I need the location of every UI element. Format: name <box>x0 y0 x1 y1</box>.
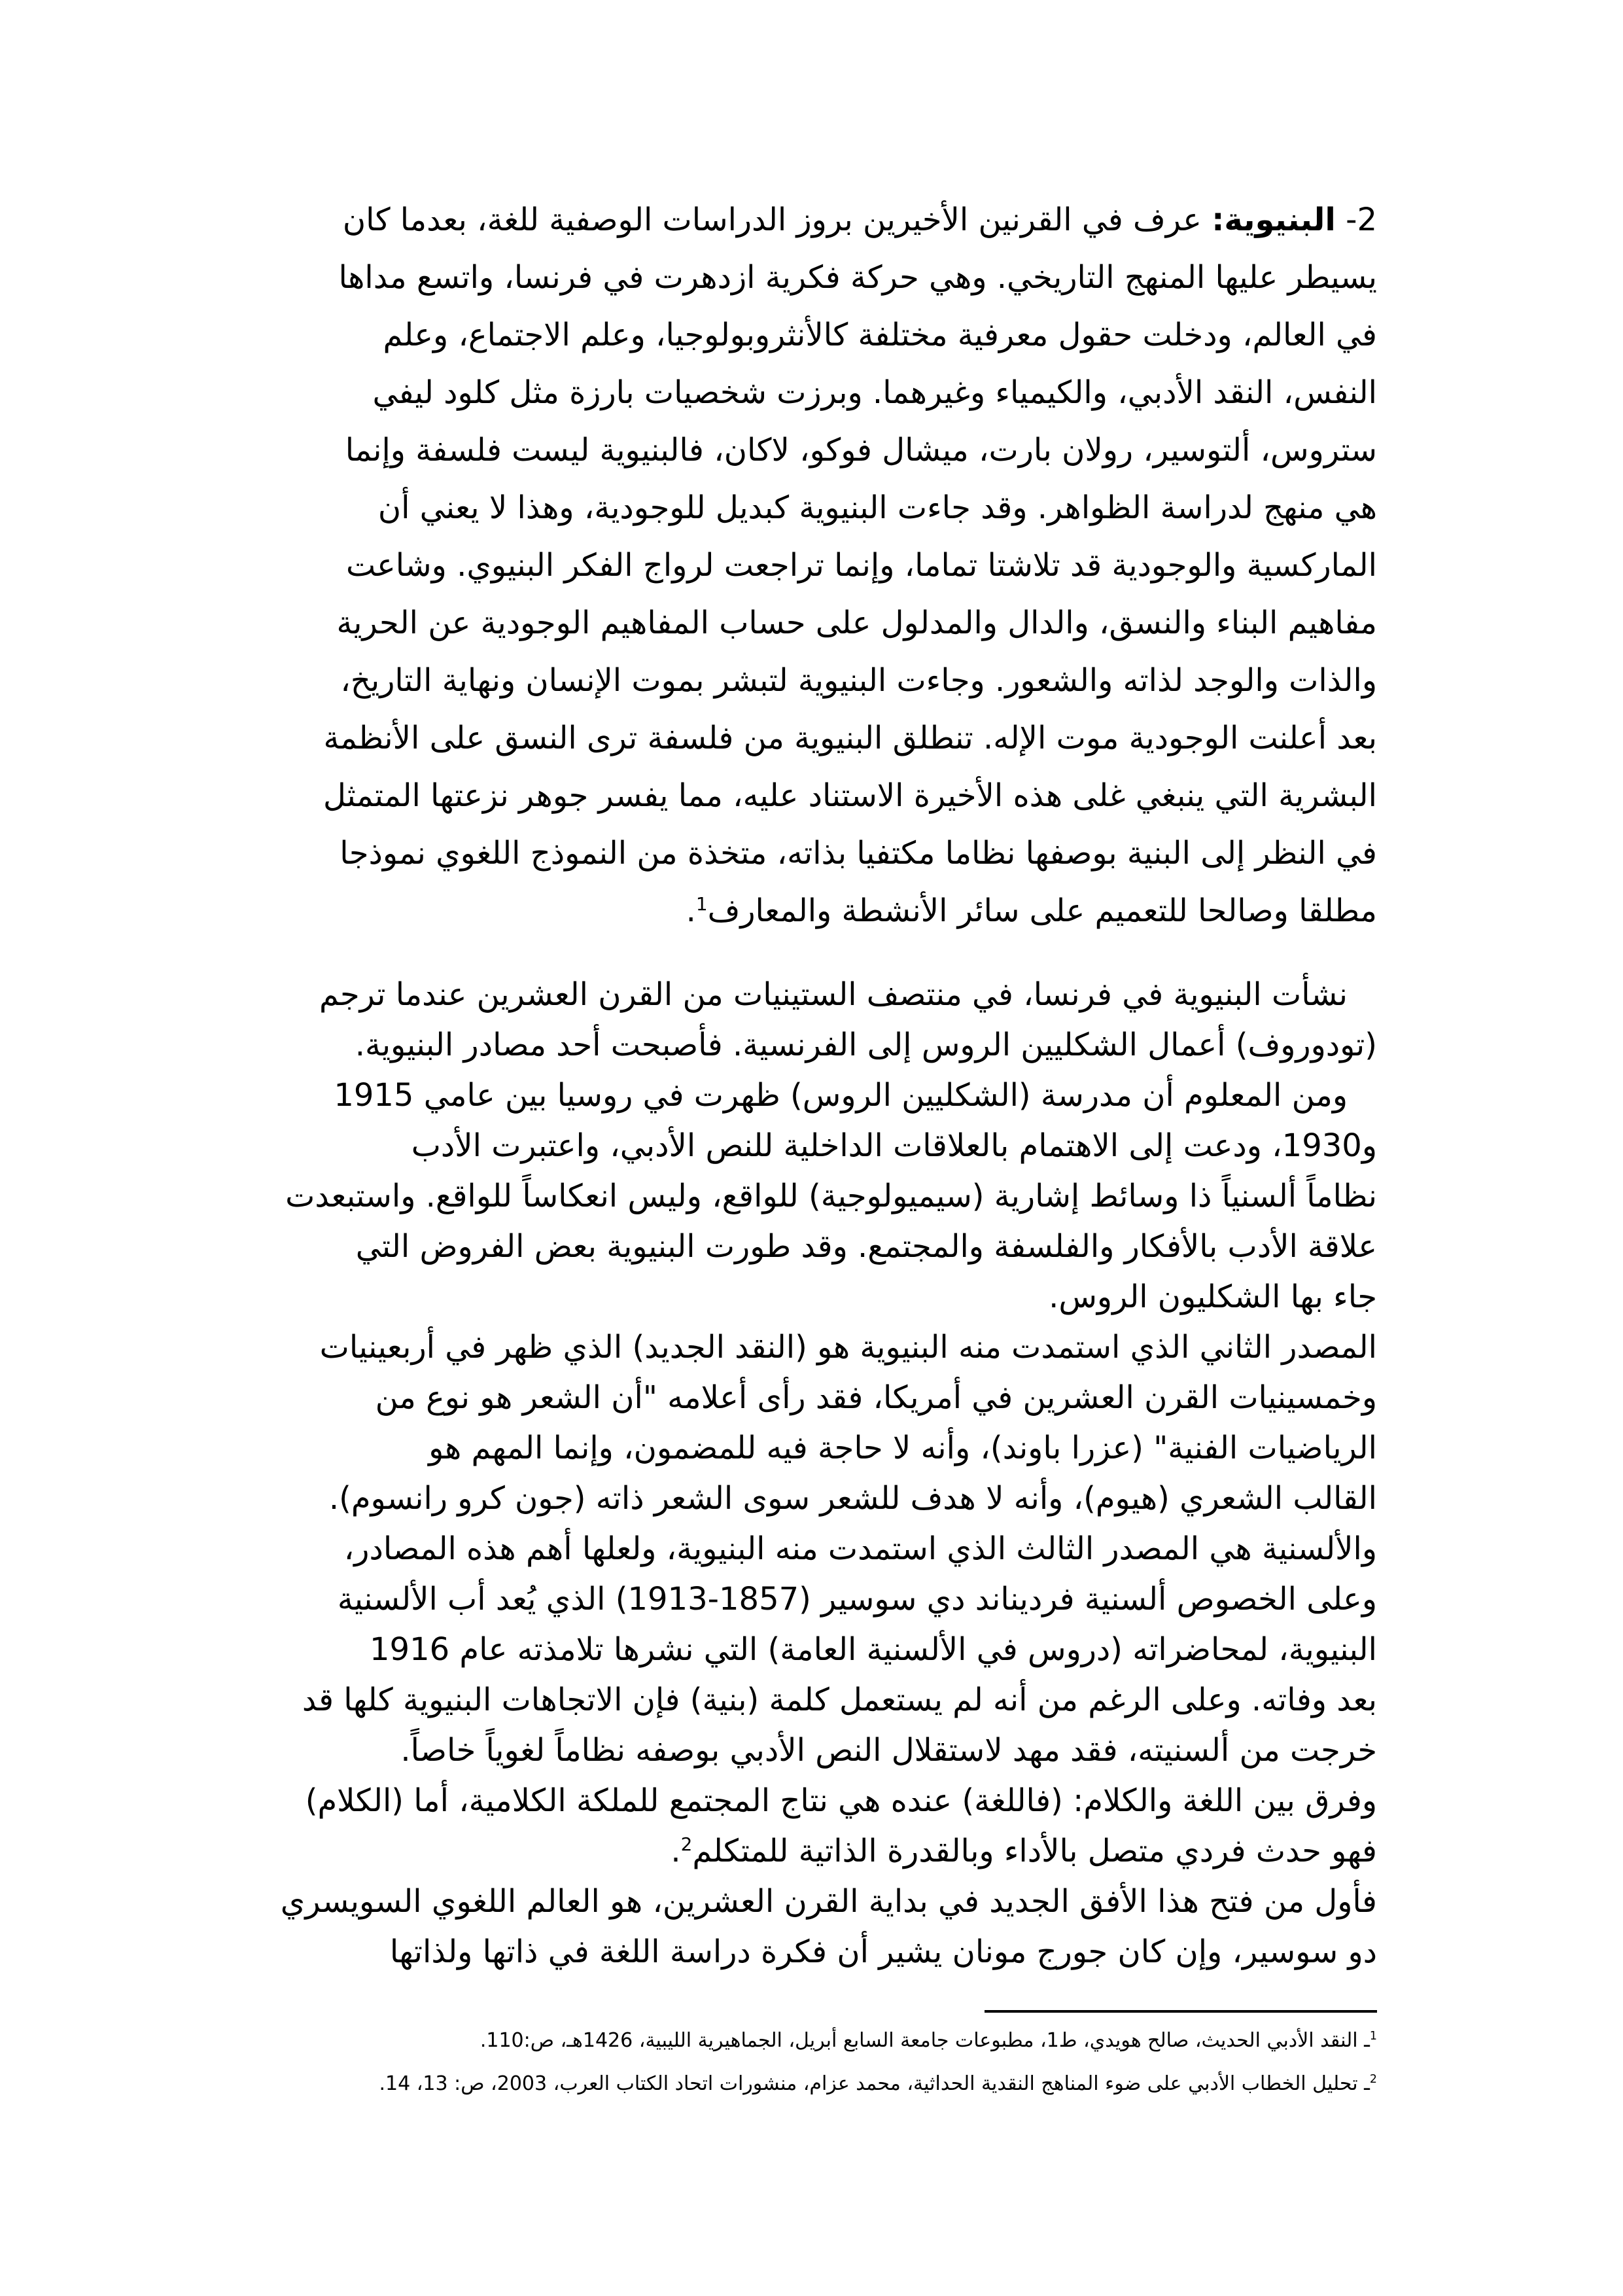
body-line <box>196 1222 1377 1272</box>
body-line <box>196 1927 1377 1977</box>
footnote-number: 2 <box>1369 2073 1377 2086</box>
text-segment: (تودوروف) أعمال الشكليين الروس إلى الفرنسية. فأصبحت أحد مصادر البنيوية. <box>355 1027 1377 1063</box>
body-line <box>196 537 1377 594</box>
text-segment: يسيطر عليها المنهج التاريخي. وهي حركة فكرية ازدهرت في فرنسا، واتسع مداها <box>338 259 1377 296</box>
footnote-ref: 2 <box>680 1833 693 1855</box>
text-segment: 2- <box>1335 202 1377 238</box>
text-segment: ـ النقد الأدبي الحديث، صالح هويدي، ط1، مطبوعات جامعة السابع أبريل، الجماهيرية الليبية، 1426هـ، ص:110. <box>480 2029 1370 2052</box>
body-line <box>196 364 1377 421</box>
text-segment: البنيوية، لمحاضراته (دروس في الألسنية العامة) التي نشرها تلامذته عام 1916 <box>369 1631 1377 1668</box>
body-line <box>196 1776 1377 1826</box>
body-line <box>196 1020 1377 1070</box>
text-segment: مطلقا وصالحا للتعميم على سائر الأنشطة والمعارف <box>707 892 1377 929</box>
body-line <box>196 1423 1377 1474</box>
text-segment: . <box>671 1833 681 1869</box>
body-line <box>196 191 1377 249</box>
body-line <box>196 1373 1377 1423</box>
text-segment: وخمسينيات القرن العشرين في أمريكا، فقد رأى أعلامه "أن الشعر هو نوع من <box>375 1379 1377 1416</box>
body-line <box>196 882 1377 940</box>
footnotes-section <box>196 2019 1377 2106</box>
text-segment: و1930، ودعت إلى الاهتمام بالعلاقات الداخلية للنص الأدبي، واعتبرت الأدب <box>411 1127 1377 1164</box>
body-line <box>196 594 1377 652</box>
text-segment: فأول من فتح هذا الأفق الجديد في بداية القرن العشرين، هو العالم اللغوي السويسري <box>280 1883 1377 1920</box>
text-segment: وفرق بين اللغة والكلام: (فاللغة) عنده هي نتاج المجتمع للملكة الكلامية، أما (الكلام) <box>305 1782 1377 1819</box>
body-line <box>196 709 1377 767</box>
body-line <box>196 970 1377 1020</box>
body-line <box>196 1826 1377 1877</box>
footnote-separator <box>985 2010 1377 2013</box>
text-segment: علاقة الأدب بالأفكار والفلسفة والمجتمع. وقد طورت البنيوية بعض الفروض التي <box>355 1228 1377 1265</box>
text-segment: والألسنية هي المصدر الثالث الذي استمدت منه البنيوية، ولعلها أهم هذه المصادر، <box>343 1530 1377 1567</box>
text-segment: ستروس، ألتوسير، رولان بارت، ميشال فوكو، لاكان، فالبنيوية ليست فلسفة وإنما <box>345 432 1377 468</box>
body-line <box>196 1474 1377 1524</box>
body-line <box>196 306 1377 364</box>
body-line <box>196 249 1377 306</box>
text-segment: وعلى الخصوص ألسنية فرديناند دي سوسير (1857‏-‏1913) الذي يُعد أب الألسنية <box>337 1581 1377 1617</box>
footnote-number: 1 <box>1369 2030 1377 2043</box>
body-line <box>196 824 1377 882</box>
body-line <box>196 1524 1377 1574</box>
body-line <box>196 1625 1377 1675</box>
body-line <box>196 421 1377 479</box>
text-segment: مفاهيم البناء والنسق، والدال والمدلول على حساب المفاهيم الوجودية عن الحرية <box>336 605 1377 641</box>
text-segment: ـ تحليل الخطاب الأدبي على ضوء المناهج النقدية الحداثية، محمد عزام، منشورات اتحاد الكتاب العرب، 2003، ص: 13، 14. <box>379 2072 1370 2095</box>
footnote <box>196 2062 1377 2106</box>
footnote <box>196 2019 1377 2062</box>
text-segment: المصدر الثاني الذي استمدت منه البنيوية هو (النقد الجديد) الذي ظهر في أربعينيات <box>319 1329 1377 1366</box>
text-segment: عرف في القرنين الأخيرين بروز الدراسات الوصفية للغة، بعدما كان <box>342 202 1212 238</box>
body-line <box>196 1070 1377 1121</box>
text-segment: بعد وفاته. وعلى الرغم من أنه لم يستعمل كلمة (بنية) فإن الاتجاهات البنيوية كلها قد <box>302 1682 1377 1718</box>
text-segment: القالب الشعري (هيوم)، وأنه لا هدف للشعر سوى الشعر ذاته (جون كرو رانسوم). <box>328 1480 1377 1517</box>
body-line <box>196 1272 1377 1322</box>
document-body <box>196 191 1377 1977</box>
body-line <box>196 767 1377 824</box>
section-heading: البنيوية: <box>1212 202 1336 238</box>
text-segment: خرجت من ألسنيته، فقد مهد لاستقلال النص الأدبي بوصفه نظاماً لغوياً خاصاً. <box>400 1732 1377 1769</box>
text-segment: نظاماً ألسنياً ذا وسائط إشارية (سيميولوجية) للواقع، وليس انعكاساً للواقع. واستبعدت <box>285 1178 1377 1214</box>
text-segment: دو سوسير، وإن كان جورج مونان يشير أن فكرة دراسة اللغة في ذاتها ولذاتها <box>389 1934 1377 1970</box>
text-segment: هي منهج لدراسة الظواهر. وقد جاءت البنيوية كبديل للوجودية، وهذا لا يعني أن <box>377 489 1377 526</box>
text-segment: النفس، النقد الأدبي، والكيمياء وغيرهما. وبرزت شخصيات بارزة مثل كلود ليفي <box>372 374 1377 411</box>
text-segment: بعد أعلنت الوجودية موت الإله. تنطلق البنيوية من فلسفة ترى النسق على الأنظمة <box>323 720 1377 756</box>
text-segment: . <box>686 892 696 929</box>
text-segment: فهو حدث فردي متصل بالأداء وبالقدرة الذاتية للمتكلم <box>692 1833 1377 1869</box>
body-line <box>196 479 1377 537</box>
body-line <box>196 1121 1377 1171</box>
text-segment: الماركسية والوجودية قد تلاشتا تماما، وإنما تراجعت لرواج الفكر البنيوي. وشاعت <box>346 547 1377 584</box>
text-segment: في العالم، ودخلت حقول معرفية مختلفة كالأنثروبولوجيا، وعلم الاجتماع، وعلم <box>383 317 1377 353</box>
body-line <box>196 1675 1377 1725</box>
body-line <box>196 1877 1377 1927</box>
body-line <box>196 1322 1377 1373</box>
body-line <box>196 1725 1377 1776</box>
text-segment: ومن المعلوم أن مدرسة (الشكليين الروس) ظهرت في روسيا بين عامي 1915 <box>334 1077 1348 1114</box>
text-segment: والذات والوجد لذاته والشعور. وجاءت البنيوية لتبشر بموت الإنسان ونهاية التاريخ، <box>340 662 1377 699</box>
body-line <box>196 1171 1377 1222</box>
text-segment: نشأت البنيوية في فرنسا، في منتصف الستينيات من القرن العشرين عندما ترجم <box>319 976 1348 1013</box>
body-line <box>196 1574 1377 1625</box>
text-segment: جاء بها الشكليون الروس. <box>1049 1279 1377 1315</box>
body-line <box>196 652 1377 709</box>
text-segment: البشرية التي ينبغي غلى هذه الأخيرة الاستناد عليه، مما يفسر جوهر نزعتها المتمثل <box>323 777 1377 814</box>
text-segment: في النظر إلى البنية بوصفها نظاما مكتفيا بذاته، متخذة من النموذج اللغوي نموذجا <box>340 835 1377 872</box>
footnote-ref: 1 <box>695 893 708 915</box>
text-segment: الرياضيات الفنية" (عزرا باوند)، وأنه لا حاجة فيه للمضمون، وإنما المهم هو <box>428 1430 1377 1466</box>
